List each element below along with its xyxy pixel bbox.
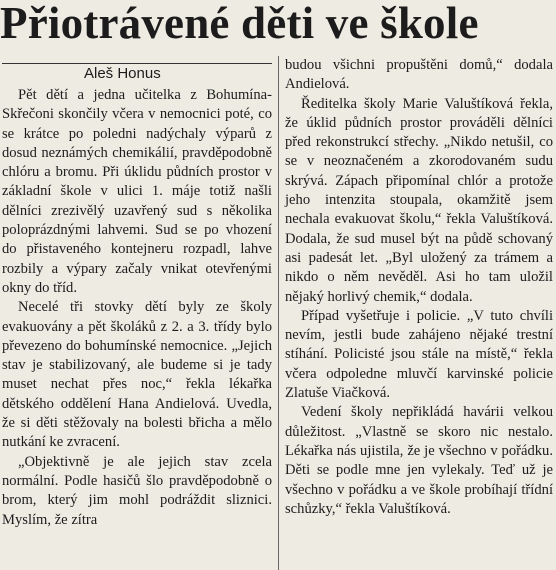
- paragraph: Necelé tři stovky dětí byly ze školy evakuovány a pět školáků z 2. a 3. třídy bylo převezeno do bohumínské nemocnice. „Jejich stav je stabilizovaný, ale budeme si je tady muset nechat přes noc,“ řekla lékařka dětského oddělení Hana Andielová. Uvedla, že si děti stěžovaly na bolesti břicha a mělo nutkání ke zvracení.: [2, 299, 272, 451]
- paragraph: „Objektivně je ale jejich stav zcela normální. Podle hasičů šlo pravděpodobně o brom, který jim mohl podráždit sliznici. Myslím, že zítra: [2, 453, 272, 528]
- paragraph: Případ vyšetřuje i policie. „V tuto chvíli nevím, jestli bude zahájeno nějaké trestní stíhání. Policisté jsou stále na místě,“ řekla včera odpoledne mluvčí karvinské policie Zlatuše Viačková.: [285, 307, 553, 402]
- paragraph: Vedení školy nepřikládá havárii velkou důležitost. „Vlastně se skoro nic nestalo. Lékařka nás ujistila, že je všechno v pořádku. Děti se podle mne jen vylekaly. Teď už je všechno v pořádku a ve škole probíhají třídní schůzky,“ řekla Valuštíková.: [285, 404, 553, 517]
- article-column-1: [2, 64, 272, 530]
- paragraph: Ředitelka školy Marie Valuštíková řekla, že úklid půdních prostor prováděli dělníci před rekonstrukcí střechy. „Nikdo netušil, co se v neoznačeném a zkorodovaném sudu skrývá. Zápach připomínal chlór a protože jeho intenzita stoupala, okamžitě jsem nechala evakuovat školu,“ řekla Valuštíková. Dodala, že sud musel být na půdě schovaný asi padesát let. „Byl uložený za trámem a nikdo o něm nevěděl. Asi ho tam uložil nějaký horlivý chemik,“ dodala.: [285, 95, 553, 305]
- paragraph: Pět dětí a jedna učitelka z Bohumína-Skřečoni skončily včera v nemocnici poté, co se krátce po poledni nadýchaly výparů z dosud neznámých chemikálií, pravděpodobně chlóru a bromu. Při úklidu půdních prostor v základní škole v ulici 1. máje totiž našli dělníci zrezivělý uzavřený sud s několika poloprázdnými lahvemi. Sud se po vhození do přistaveného kontejneru rozpadl, lahve rozbily a výpary začaly vnikat otevřenými okny do tříd.: [2, 87, 272, 296]
- column-divider: [278, 56, 279, 570]
- headline: Přiotrávené děti ve škole: [0, 0, 479, 48]
- byline: Aleš Honus: [84, 65, 161, 82]
- article-column-2: [285, 56, 553, 519]
- paragraph: budou všichni propuštěni domů,“ dodala Andielová.: [285, 57, 553, 93]
